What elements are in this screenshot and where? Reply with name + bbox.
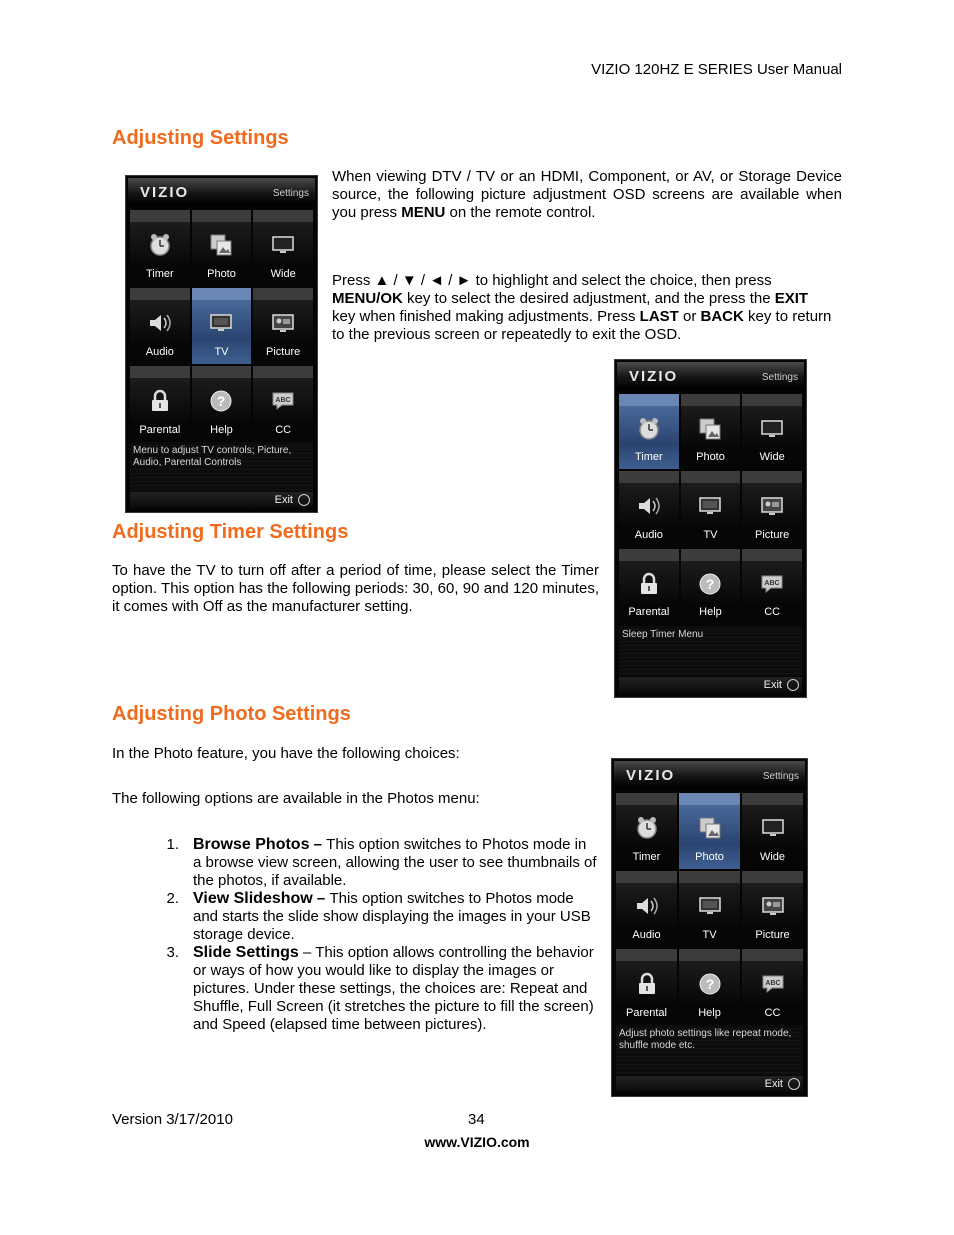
- osd-tile-label: Wide: [270, 268, 296, 280]
- footer-website: www.VIZIO.com: [424, 1134, 530, 1150]
- text-span: When viewing DTV / TV or an HDMI, Component, or AV, or Storage Device source, the following picture adjustment OSD screens are available when you press: [332, 168, 842, 221]
- text-span: on the remote control.: [445, 204, 596, 221]
- cc-icon: [760, 971, 786, 997]
- osd-screenshot-photo: [611, 758, 808, 1097]
- picture-icon: [760, 893, 786, 919]
- osd-description: Menu to adjust TV controls; Picture, Audio, Parental Controls: [130, 442, 313, 492]
- osd-title-bar: [128, 178, 315, 206]
- list-item-text: This option switches to Photos mode in a browse view screen, allowing the user to see thumbnails of the photos, if available.: [193, 836, 597, 889]
- osd-tile-picture: [253, 288, 313, 364]
- vizio-logo: VIZIO: [140, 184, 190, 201]
- footer-version: Version 3/17/2010: [112, 1111, 233, 1128]
- osd-tile-label: Timer: [145, 268, 174, 280]
- osd-tile-label: Picture: [755, 929, 790, 941]
- section-title-timer-settings: Adjusting Timer Settings: [112, 521, 349, 543]
- text-span: or: [678, 308, 701, 325]
- clock-icon: [634, 815, 660, 841]
- lock-icon: [636, 571, 662, 597]
- osd-tile-help: [192, 366, 252, 442]
- exit-label: Exit: [763, 679, 782, 691]
- picture-icon: [270, 310, 296, 336]
- tv-icon: [208, 310, 234, 336]
- text-span: key when finished making adjustments. Press: [332, 308, 640, 325]
- list-dash: –: [298, 944, 316, 961]
- exit-label: Exit: [764, 1078, 783, 1090]
- osd-tile-help: [679, 949, 740, 1025]
- screen-icon: [759, 416, 785, 442]
- svg-text:?: ?: [706, 575, 715, 592]
- help-icon: [697, 971, 723, 997]
- osd-tile-photo: [192, 210, 252, 286]
- osd-tile-audio: [130, 288, 190, 364]
- manual-title: VIZIO 120HZ E SERIES User Manual: [591, 61, 842, 78]
- text-span: Press ▲ / ▼ / ◄ / ► to highlight and select the choice, then press: [332, 272, 772, 289]
- osd-title-bar: [617, 362, 804, 390]
- tv-icon: [697, 893, 723, 919]
- osd-menu-grid: [130, 210, 313, 442]
- osd-tile-label: Photo: [207, 268, 236, 280]
- osd-tile-label: Photo: [695, 851, 724, 863]
- tv-icon: [697, 493, 723, 519]
- photo-options-paragraph: The following options are available in the Photos menu:: [112, 790, 480, 807]
- osd-tile-picture: [742, 471, 802, 546]
- photo-icon: [697, 815, 723, 841]
- osd-tile-label: CC: [764, 606, 781, 618]
- svg-text:?: ?: [217, 393, 226, 409]
- last-key-text: LAST: [639, 308, 679, 325]
- vizio-logo: VIZIO: [626, 767, 676, 784]
- osd-tile-timer: [130, 210, 190, 286]
- help-icon: [208, 388, 234, 414]
- cc-icon: [270, 388, 296, 414]
- osd-exit-button: [130, 492, 313, 508]
- osd-tile-timer: [616, 793, 677, 869]
- osd-tile-label: Photo: [696, 451, 725, 464]
- osd-tile-parental: [619, 549, 679, 624]
- osd-tile-label: Parental: [139, 424, 181, 436]
- osd-tile-label: Parental: [626, 1007, 667, 1019]
- osd-description: Adjust photo settings like repeat mode, shuffle mode etc.: [616, 1025, 803, 1075]
- osd-tile-cc: [742, 949, 803, 1025]
- photo-icon: [208, 232, 234, 258]
- list-item-text: This option allows controlling the behavior or ways of how you would like to display the images or pictures. Under these settings, the choices are: Repeat and Shuffle, Full Screen (it stretches the picture to fill the screen) and Speed (elapsed time between pictures).: [193, 944, 594, 1033]
- osd-settings-label: Settings: [761, 372, 798, 383]
- osd-tile-tv: [679, 871, 740, 947]
- osd-tile-cc: [253, 366, 313, 442]
- list-number: 1.: [166, 836, 179, 853]
- list-item-title: View Slideshow: [193, 890, 313, 907]
- photo-options-list: [165, 836, 597, 1034]
- exit-icon: [787, 679, 799, 691]
- exit-label: Exit: [274, 494, 293, 506]
- speaker-icon: [634, 893, 660, 919]
- exit-icon: [788, 1078, 800, 1090]
- osd-tile-label: Picture: [755, 528, 790, 541]
- list-number: 2.: [166, 890, 179, 907]
- svg-text:ABC: ABC: [764, 980, 781, 987]
- back-key-text: BACK: [700, 308, 744, 325]
- svg-text:ABC: ABC: [275, 397, 291, 404]
- osd-tile-audio: [619, 471, 679, 546]
- text-span: key to return to the previous screen or repeatedly to exit the OSD.: [332, 308, 832, 343]
- list-dash: –: [309, 836, 327, 853]
- list-item-title: Browse Photos: [193, 836, 310, 853]
- osd-menu-grid: [619, 394, 802, 624]
- osd-tile-label: Help: [210, 424, 233, 436]
- list-item: [165, 944, 597, 1034]
- osd-settings-label: Settings: [272, 188, 309, 199]
- osd-exit-button: [616, 1076, 803, 1092]
- osd-tile-photo: [681, 394, 741, 469]
- osd-tile-cc: [742, 549, 802, 624]
- help-icon: [697, 571, 723, 597]
- osd-tile-label: Help: [699, 606, 722, 618]
- osd-title-bar: [614, 761, 805, 789]
- settings-navigation-paragraph: [332, 272, 832, 344]
- vizio-logo: VIZIO: [629, 368, 679, 385]
- menu-key-text: MENU: [401, 204, 446, 221]
- osd-tile-audio: [616, 871, 677, 947]
- osd-tile-help: [681, 549, 741, 624]
- menu-ok-key-text: MENU/OK: [332, 290, 403, 307]
- osd-tile-label: Audio: [634, 528, 663, 541]
- osd-tile-label: TV: [214, 346, 229, 358]
- osd-tile-tv: [192, 288, 252, 364]
- svg-text:ABC: ABC: [764, 579, 780, 587]
- osd-tile-picture: [742, 871, 803, 947]
- screen-icon: [270, 232, 296, 258]
- footer-page-number: 34: [468, 1111, 485, 1128]
- list-number: 3.: [166, 944, 179, 961]
- osd-tile-label: Parental: [628, 606, 670, 618]
- osd-exit-button: [619, 677, 802, 693]
- svg-text:?: ?: [705, 976, 714, 992]
- list-item: [165, 836, 597, 890]
- osd-tile-label: CC: [764, 1007, 781, 1019]
- section-title-photo-settings: Adjusting Photo Settings: [112, 703, 351, 725]
- photo-icon: [697, 416, 723, 442]
- osd-tile-label: Audio: [632, 929, 661, 941]
- osd-tile-label: Picture: [266, 346, 301, 358]
- osd-tile-label: TV: [702, 929, 717, 941]
- photo-intro-paragraph: In the Photo feature, you have the following choices:: [112, 745, 460, 762]
- osd-description: Sleep Timer Menu: [619, 626, 802, 676]
- osd-screenshot-timer: [614, 359, 807, 698]
- osd-tile-parental: [130, 366, 190, 442]
- osd-tile-label: Audio: [145, 346, 174, 358]
- osd-settings-label: Settings: [762, 771, 799, 782]
- picture-icon: [759, 493, 785, 519]
- osd-tile-label: Timer: [632, 851, 661, 863]
- osd-tile-label: Wide: [759, 451, 785, 464]
- speaker-icon: [636, 493, 662, 519]
- osd-menu-grid: [616, 793, 803, 1025]
- exit-key-text: EXIT: [774, 290, 809, 307]
- osd-tile-label: Wide: [759, 851, 786, 863]
- osd-tile-wide: [253, 210, 313, 286]
- settings-intro-paragraph: [332, 168, 842, 222]
- osd-tile-wide: [742, 394, 802, 469]
- lock-icon: [147, 388, 173, 414]
- list-dash: –: [312, 890, 330, 907]
- clock-icon: [147, 232, 173, 258]
- clock-icon: [636, 416, 662, 442]
- osd-tile-label: Timer: [634, 451, 663, 464]
- section-title-adjusting-settings: Adjusting Settings: [112, 127, 289, 149]
- osd-tile-label: TV: [703, 528, 718, 541]
- screen-icon: [760, 815, 786, 841]
- list-item-title: Slide Settings: [193, 944, 299, 961]
- osd-tile-tv: [681, 471, 741, 546]
- osd-tile-label: CC: [275, 424, 292, 436]
- osd-tile-parental: [616, 949, 677, 1025]
- osd-tile-wide: [742, 793, 803, 869]
- list-item: [165, 890, 597, 944]
- osd-tile-timer: [619, 394, 679, 469]
- text-span: key to select the desired adjustment, and the press the: [402, 290, 775, 307]
- osd-tile-label: Help: [698, 1007, 721, 1019]
- cc-icon: [759, 571, 785, 597]
- list-item-text: This option switches to Photos mode and starts the slide show displaying the images in your USB storage device.: [193, 890, 591, 943]
- exit-icon: [298, 494, 310, 506]
- speaker-icon: [147, 310, 173, 336]
- lock-icon: [634, 971, 660, 997]
- osd-screenshot-tv: [125, 175, 318, 513]
- osd-tile-photo: [679, 793, 740, 869]
- timer-paragraph: To have the TV to turn off after a period of time, please select the Timer option. This option has the following periods: 30, 60, 90 and 120 minutes, it comes with Off as the manufacturer setting.: [112, 562, 599, 615]
